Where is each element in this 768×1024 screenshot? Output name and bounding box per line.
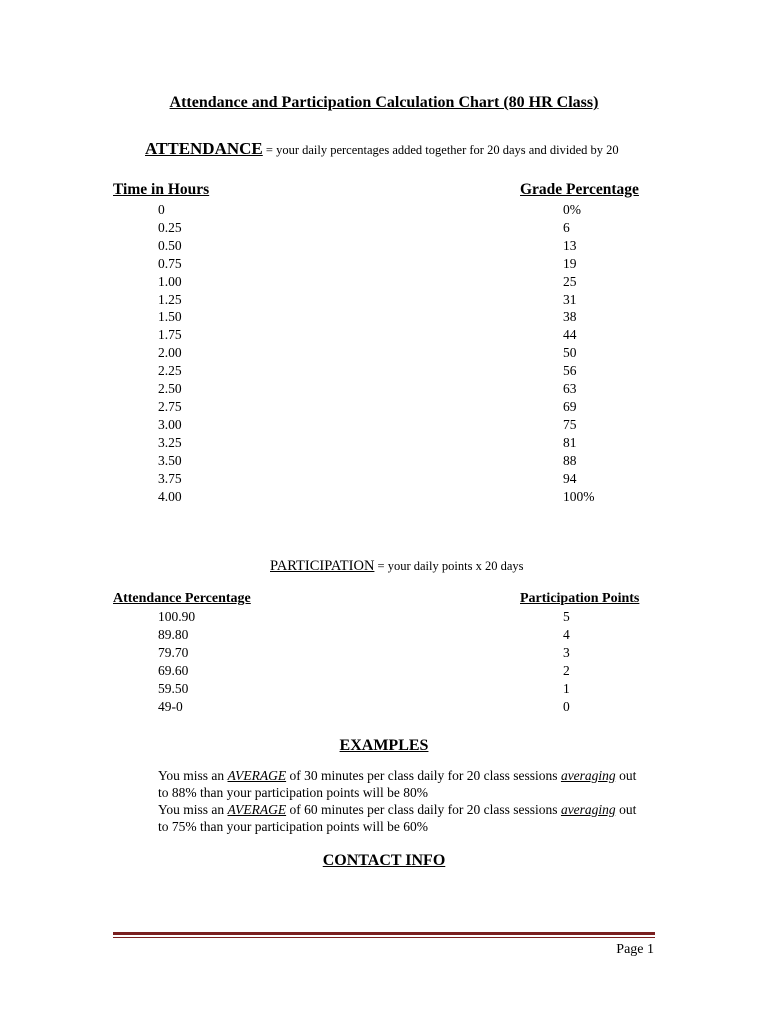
- hours-value: 3.75: [158, 470, 182, 486]
- example-1-average: AVERAGE: [227, 768, 287, 783]
- example-1-text-e: out: [615, 768, 637, 783]
- participation-definition: [270, 557, 523, 575]
- example-2-text-a: You miss an: [158, 802, 228, 817]
- example-1-line-1: [158, 767, 636, 784]
- example-2-text-c: of 60 minutes per class daily for 20 class sessions: [286, 802, 561, 817]
- hours-value: 0: [158, 202, 165, 217]
- grade-percentage-header: Grade Percentage: [520, 181, 639, 198]
- attendance-range-value: 79.70: [158, 644, 189, 660]
- example-1-text-c: of 30 minutes per class daily for 20 class sessions: [286, 768, 561, 783]
- example-1-line-2: to 88% than your participation points will be 80%: [158, 785, 428, 800]
- example-2-average: AVERAGE: [227, 802, 287, 817]
- contact-info-heading: CONTACT INFO: [322, 852, 446, 869]
- grade-value: 13: [563, 237, 577, 253]
- page-number: Page 1: [616, 942, 654, 957]
- hours-value: 0.25: [158, 219, 182, 235]
- grade-value: 94: [563, 470, 577, 486]
- participation-description: = your daily points x 20 days: [374, 559, 524, 573]
- points-value: 2: [563, 662, 570, 678]
- grade-value: 44: [563, 327, 577, 343]
- hours-value: 1.75: [158, 327, 182, 343]
- attendance-range-value: 59.50: [158, 680, 189, 696]
- attendance-range-value: 100.90: [158, 609, 196, 624]
- attendance-range-value: 89.80: [158, 626, 189, 642]
- attendance-definition: [145, 139, 619, 159]
- examples-heading: EXAMPLES: [339, 737, 429, 754]
- example-2-line-1: [158, 801, 636, 818]
- hours-column: [158, 201, 182, 505]
- attendance-percentage-header: Attendance Percentage: [113, 591, 251, 606]
- points-value: 1: [563, 680, 570, 696]
- example-2-line-2: to 75% than your participation points will be 60%: [158, 819, 428, 834]
- hours-value: 3.25: [158, 434, 182, 450]
- grade-value: 6: [563, 219, 570, 235]
- grade-value: 75: [563, 416, 577, 432]
- footer-rule-thick: [113, 932, 655, 935]
- hours-value: 1.25: [158, 291, 182, 307]
- hours-value: 0.75: [158, 255, 182, 271]
- attendance-range-value: 69.60: [158, 662, 189, 678]
- points-value: 0: [563, 698, 570, 714]
- attendance-range-value: 49-0: [158, 698, 183, 714]
- attendance-heading: ATTENDANCE: [145, 139, 263, 158]
- footer-rule-thin: [113, 937, 655, 938]
- grade-value: 69: [563, 398, 577, 414]
- hours-value: 2.75: [158, 398, 182, 414]
- hours-value: 1.00: [158, 273, 182, 289]
- grade-value: 88: [563, 452, 577, 468]
- attendance-description: = your daily percentages added together for 20 days and divided by 20: [262, 143, 619, 157]
- example-2-averaging: averaging: [560, 802, 616, 817]
- points-value: 4: [563, 626, 570, 642]
- grade-value: 25: [563, 273, 577, 289]
- example-1-text-a: You miss an: [158, 768, 228, 783]
- hours-value: 2.50: [158, 381, 182, 397]
- grade-value: 19: [563, 255, 577, 271]
- grade-value: 50: [563, 345, 577, 361]
- hours-value: 2.25: [158, 363, 182, 379]
- hours-value: 1.50: [158, 309, 182, 325]
- hours-value: 2.00: [158, 345, 182, 361]
- participation-heading: PARTICIPATION: [270, 558, 375, 574]
- grade-value: 0%: [563, 202, 581, 217]
- example-2-text-e: out: [615, 802, 637, 817]
- grade-value: 31: [563, 291, 577, 307]
- participation-points-header: Participation Points: [520, 591, 640, 606]
- example-1-averaging: averaging: [560, 768, 616, 783]
- grade-value: 56: [563, 363, 577, 379]
- attendance-ranges-column: [158, 608, 195, 715]
- hours-value: 3.50: [158, 452, 182, 468]
- grades-column: [563, 201, 595, 505]
- hours-value: 0.50: [158, 237, 182, 253]
- grade-value: 81: [563, 434, 577, 450]
- grade-value: 38: [563, 309, 577, 325]
- grade-value: 100%: [563, 488, 595, 504]
- points-column: [563, 608, 570, 715]
- points-value: 5: [563, 609, 570, 624]
- hours-value: 4.00: [158, 488, 182, 504]
- grade-value: 63: [563, 381, 577, 397]
- time-in-hours-header: Time in Hours: [113, 181, 210, 198]
- points-value: 3: [563, 644, 570, 660]
- document-title: Attendance and Participation Calculation Chart (80 HR Class): [169, 94, 599, 111]
- hours-value: 3.00: [158, 416, 182, 432]
